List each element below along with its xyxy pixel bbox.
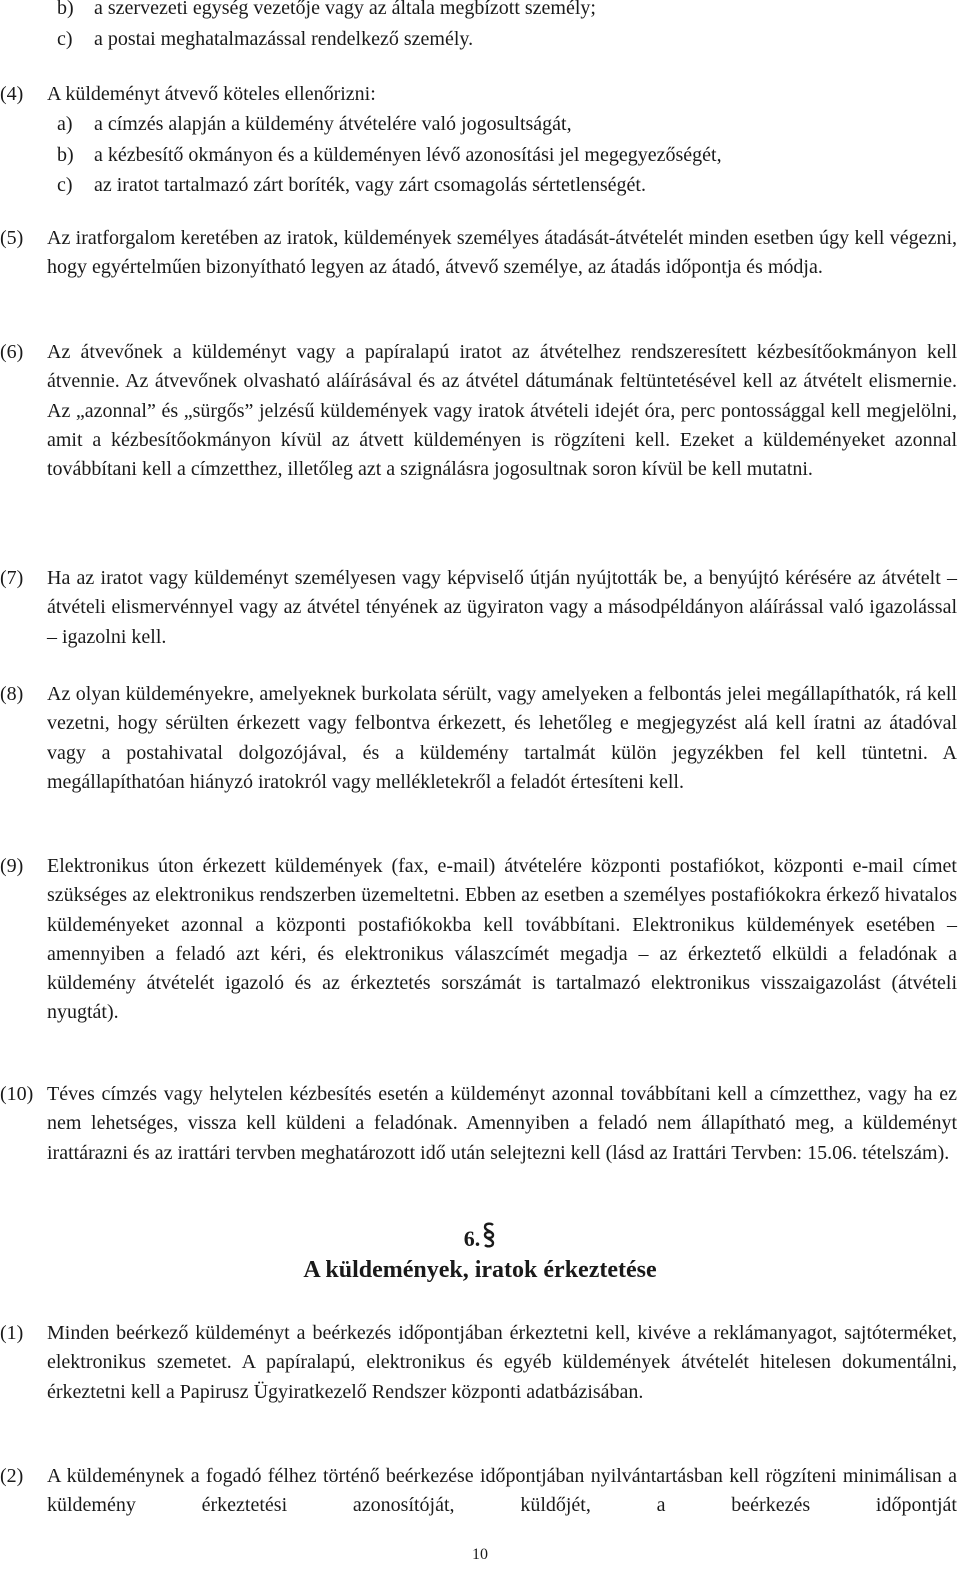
paragraph-text: Az olyan küldeményekre, amelyeknek burkolata sérült, vagy amelyeken a felbontás jelei megállapíthatók, rá kell vezetni, hogy sérülten érkezett vagy felbontva érkezett, és lehetőleg e megjegyzést alá kell íratni az átadóval vagy a postahivatal dolgozójával, és a küldemény tartalmát külön jegyzékben fel kell tüntetni. A megállapíthatóan hiányzó iratokról vagy mellékletekről a feladót értesíteni kell. (47, 683, 957, 793)
item-label: b) (57, 0, 74, 19)
item-text: a kézbesítő okmányon és a küldeményen lévő azonosítási jel megegyezőségét, (94, 144, 722, 166)
section-paragraph-1 (0, 1319, 957, 1407)
paragraph-number: (5) (0, 227, 24, 249)
paragraph-number: (10) (0, 1083, 34, 1105)
section-paragraph-2 (0, 1462, 957, 1521)
item-text: az iratot tartalmazó zárt boríték, vagy zárt csomagolás sértetlenségét. (94, 174, 646, 196)
paragraph-number: (9) (0, 855, 24, 877)
paragraph-9 (0, 852, 957, 1028)
paragraph-text: Az átvevőnek a küldeményt vagy a papíralapú iratot az átvételhez rendszeresített kézbesítőokmányon kell átvennie. Az átvevőnek olvasható aláírásával és az átvétel dátumának feltüntetésével kell az átvételt elismernie. Az „azonnal” és „sürgős” jelzésű küldemények vagy iratok átvételi idejét óra, perc pontossággal kell megjelölni, amit a kézbesítőokmányon kívül az átvett küldeményen is rögzíteni kell. Ezeket a küldeményeket azonnal továbbítani kell a címzetthez, illetőleg azt a szignálásra jogosultnak soron kívül be kell mutatni. (47, 341, 957, 481)
list-item (57, 171, 960, 200)
item-label: b) (57, 144, 74, 166)
page-number: 10 (472, 1546, 488, 1563)
paragraph-intro: A küldeményt átvevő köteles ellenőrizni: (47, 83, 376, 105)
item-text: a címzés alapján a küldemény átvételére való jogosultságát, (94, 113, 572, 135)
paragraph-text: Ha az iratot vagy küldeményt személyesen vagy képviselő útján nyújtották be, a benyújtó kérésére az átvételt – átvételi elismervénnyel vagy az átvétel tényének az ügyiraton vagy a másodpéldányon aláírással való igazolással – igazolni kell. (47, 567, 957, 648)
paragraph-text: Téves címzés vagy helytelen kézbesítés esetén a küldeményt azonnal továbbítani kell a címzetthez, vagy ha ez nem lehetséges, vissza kell küldeni a feladónak. Amennyiben a feladó nem állapítható meg, a küldeményt irattárazni és az irattári tervben meghatározott idő után selejtezni kell (lásd az Irattári Tervben: 15.06. tételszám). (47, 1083, 957, 1164)
section-number-text: 6. (463, 1226, 481, 1251)
section-sign-icon (482, 1222, 496, 1255)
paragraph-text: Az iratforgalom keretében az iratok, küldemények személyes átadását-átvételét minden esetben úgy kell végezni, hogy egyértelműen bizonyítható legyen az átadó, átvevő személye, az átadás időpontja és módja. (47, 227, 957, 279)
list-item (57, 0, 960, 23)
paragraph-number: (6) (0, 341, 24, 363)
list-item (57, 110, 960, 139)
paragraph-6 (0, 338, 957, 484)
paragraph-text: A küldeménynek a fogadó félhez történő beérkezése időpontjában nyilvántartásban kell rögzíteni minimálisan a küldemény érkeztetési azonosítóját, küldőjét, a beérkezés időpontját (47, 1465, 957, 1517)
item-text: a szervezeti egység vezetője vagy az általa megbízott személy; (94, 0, 596, 19)
section-title: A küldemények, iratok érkeztetése (303, 1257, 657, 1283)
paragraph-text: Minden beérkező küldeményt a beérkezés időpontjában érkeztetni kell, kivéve a reklámanyagot, sajtóterméket, elektronikus szemetet. A papíralapú, elektronikus és egyéb küldemények átvételét hitelesen dokumentálni, érkeztetni kell a Papirusz Ügyiratkezelő Rendszer központi adatbázisában. (47, 1322, 957, 1403)
item-text: a postai meghatalmazással rendelkező személy. (94, 28, 474, 50)
item-label: a) (57, 113, 73, 135)
paragraph-8 (0, 680, 957, 797)
paragraph-text: Elektronikus úton érkezett küldemények (fax, e-mail) átvételére központi postafiókot, központi e-mail címet szükséges az elektronikus rendszerben üzemeltetni. Ebben az esetben a személyes postafiókokra érkező hivatalos küldeményeket azonnal a központi postafiókokba kell továbbítani. Elektronikus küldemények esetében – amennyiben a feladó azt kéri, és elektronikus válaszcímét megadja – az érkeztető elküldi a feladónak a küldemény átvételét igazoló és az érkeztetés sorszámát is tartalmazó elektronikus visszaigazolást (átvételi nyugtát). (47, 855, 957, 1024)
paragraph-number: (4) (0, 83, 24, 105)
paragraph-5 (0, 224, 957, 283)
paragraph-number: (2) (0, 1465, 24, 1487)
list-item (57, 25, 960, 54)
paragraph-7 (0, 564, 957, 652)
list-item (57, 141, 960, 170)
item-label: c) (57, 174, 73, 196)
paragraph-number: (7) (0, 567, 24, 589)
paragraph-4 (0, 80, 957, 109)
paragraph-number: (8) (0, 683, 24, 705)
paragraph-10 (0, 1080, 957, 1168)
paragraph-number: (1) (0, 1322, 24, 1344)
item-label: c) (57, 28, 73, 50)
section-number (0, 1222, 960, 1255)
